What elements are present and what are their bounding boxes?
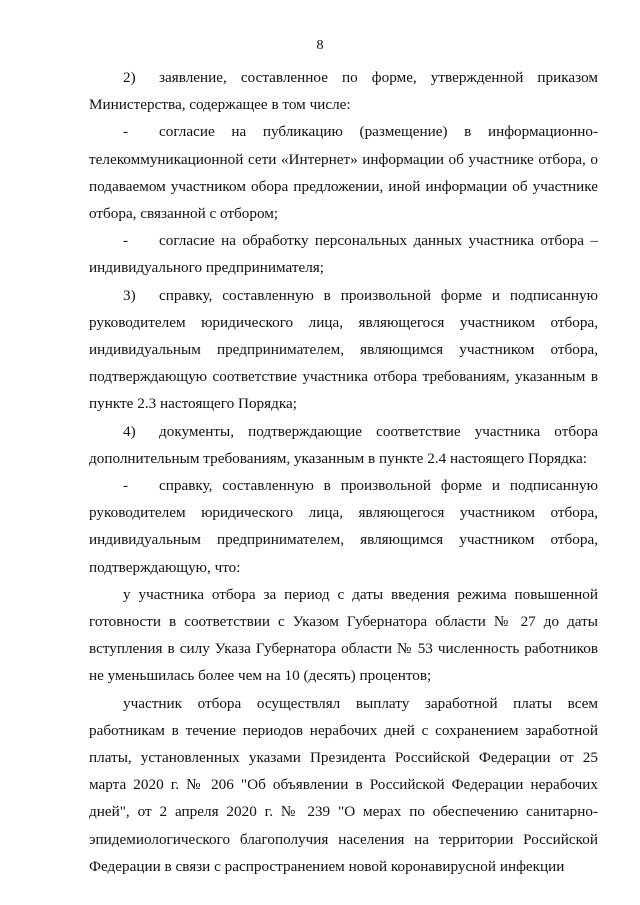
item-marker: 3) [123,286,136,304]
paragraph-text: документы, подтверждающие соответствие участника отбора дополнительным требованиям, указанным в пункте 2.4 настоящего Порядка: [89,422,598,467]
document-body [89,64,598,880]
item-marker: 4) [123,422,136,440]
list-item-2 [89,64,598,118]
paragraph-text: справку, составленную в произвольной форме и подписанную руководителем юридического лица, являющегося участником отбора, индивидуальным предпринимателем, являющимся участником отбора, подтверждающую, что: [89,477,598,576]
paragraph-text: участник отбора осуществлял выплату заработной платы всем работникам в течение периодов нерабочих дней с сохранением заработной платы, установленных указами Президента Российской Федерации от 25 марта 2020 г. № 206 "Об объявлении в Российской Федерации нерабочих дней", от 2 апреля 2020 г. № 239 "О мерах по обеспечению санитарно-эпидемиологического благополучия населения на территории Российской Федерации в связи с распространением новой коронавирусной инфекции [89,694,598,875]
dash-item-consent-personal-data [89,227,598,281]
paragraph-text: у участника отбора за период с даты введения режима повышенной готовности в соответствии с Указом Губернатора области № 27 до даты вступления в силу Указа Губернатора области № 53 численность работников не уменьшилась более чем на 10 (десять) процентов; [89,585,598,685]
item-marker: - [123,477,129,495]
item-marker: 2) [123,69,136,86]
list-item-3 [89,282,598,418]
paragraph-salary-payment [89,690,598,880]
paragraph-text: заявление, составленное по форме, утвержденной приказом Министерства, содержащее в том числе: [89,69,598,114]
item-marker: - [123,123,129,141]
page-number: 8 [316,38,324,53]
item-marker: - [123,232,129,250]
list-item-4 [89,418,598,472]
dash-item-certificate [89,472,598,581]
paragraph-text: согласие на обработку персональных данных участника отбора – индивидуального предпринимателя; [89,232,598,277]
paragraph-text: справку, составленную в произвольной форме и подписанную руководителем юридического лица, являющегося участником отбора, индивидуальным предпринимателем, являющимся участником отбора, подтверждающую соответствие участника отбора требованиям, указанным в пункте 2.3 настоящего Порядка; [89,286,598,413]
paragraph-text: согласие на публикацию (размещение) в информационно-телекоммуникационной сети «Интернет» информации об участнике отбора, о подаваемом участником обора предложении, иной информации об участнике отбора, связанной с отбором; [89,123,598,223]
paragraph-employee-count [89,581,598,690]
dash-item-consent-publication [89,118,598,227]
